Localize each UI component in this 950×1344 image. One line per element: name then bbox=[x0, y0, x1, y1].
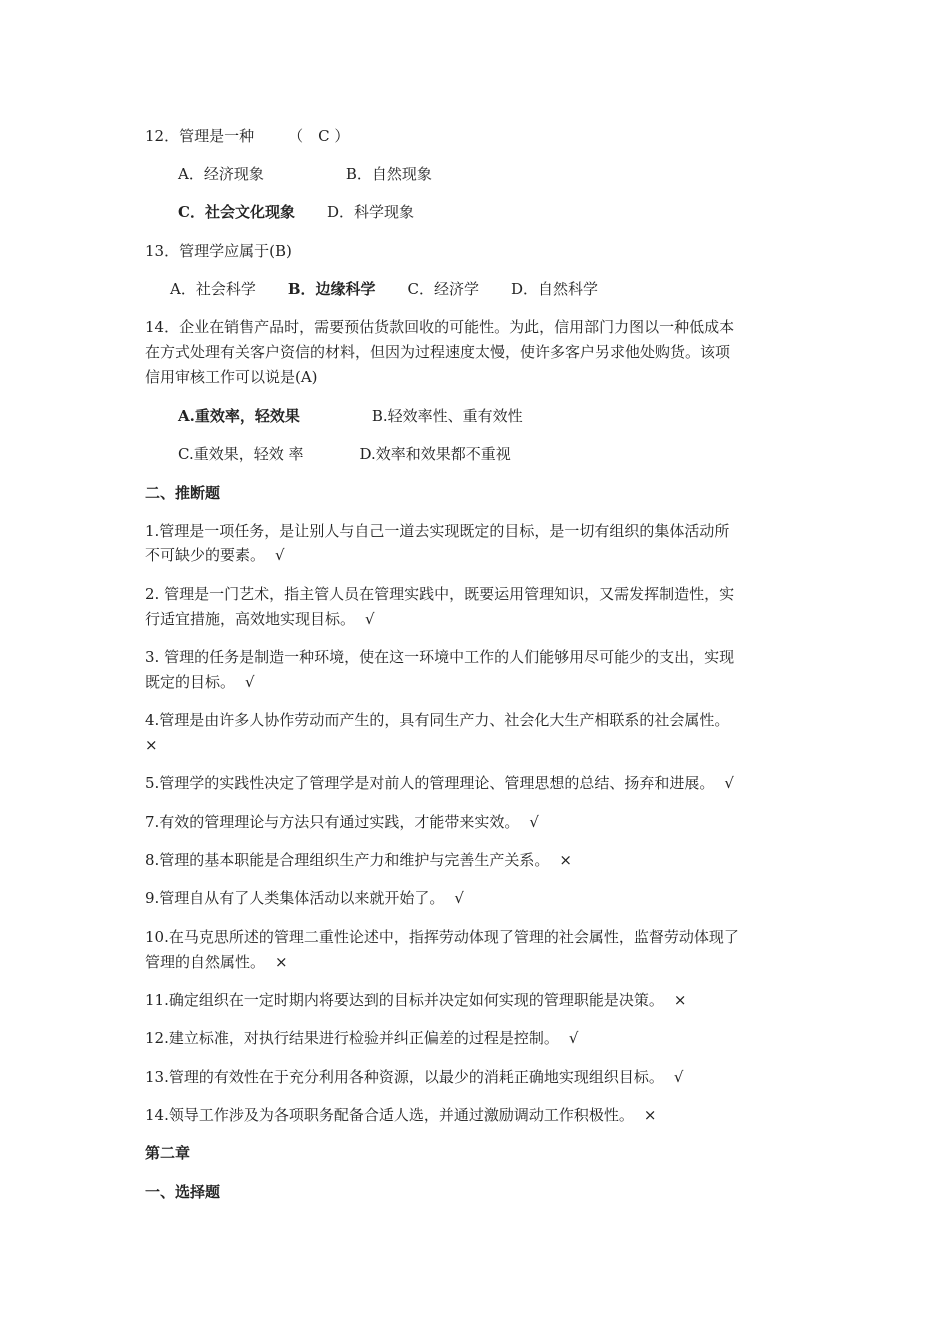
check-mark: √ bbox=[568, 1029, 579, 1047]
cross-mark: × bbox=[643, 1106, 657, 1124]
q14-options-ab bbox=[178, 404, 523, 429]
q12-stem: 12．管理是一种 bbox=[145, 127, 255, 145]
judge-item-13: 13.管理的有效性在于充分利用各种资源，以最少的消耗正确地实现组织目标。 √ bbox=[145, 1065, 683, 1090]
check-mark: √ bbox=[673, 1068, 684, 1086]
check-mark: √ bbox=[454, 889, 464, 907]
judge-item-8: 8.管理的基本职能是合理组织生产力和维护与完善生产关系。 × bbox=[145, 848, 572, 873]
section-choice-title: 一、选择题 bbox=[145, 1183, 221, 1201]
q14-option-b: B.轻效率性、重有效性 bbox=[371, 407, 523, 425]
judge-item-3-line-2: 既定的目标。 √ bbox=[145, 670, 255, 695]
q14-option-d: D.效率和效果都不重视 bbox=[359, 445, 511, 463]
cross-mark: × bbox=[275, 953, 288, 971]
q14-options-cd bbox=[178, 442, 511, 467]
q12-option-c: C．社会文化现象 bbox=[178, 203, 295, 221]
q13-option-a: A．社会科学 bbox=[170, 280, 256, 298]
q13-option-b: B．边缘科学 bbox=[287, 280, 376, 298]
q14-stem-line-2: 在方式处理有关客户资信的材料，但因为过程速度太慢，使许多客户另求他处购货。该项 bbox=[145, 343, 731, 361]
judge-item-14: 14.领导工作涉及为各项职务配备合适人选，并通过激励调动工作积极性。 × bbox=[145, 1103, 656, 1128]
q12-options-ab bbox=[178, 162, 432, 187]
q14-stem-line-1: 14．企业在销售产品时，需要预估货款回收的可能性。为此，信用部门力图以一种低成本 bbox=[145, 318, 735, 336]
judge-item-2-line-1: 2. 管理是一门艺术，指主管人员在管理实践中，既要运用管理知识，又需发挥制造性，实 bbox=[145, 585, 735, 603]
cross-mark: × bbox=[673, 991, 687, 1009]
q13-option-c: C．经济学 bbox=[407, 280, 480, 298]
judge-item-10-line-2: 管理的自然属性。 × bbox=[145, 950, 288, 975]
q13-stem: 13．管理学应属于(B) bbox=[145, 242, 292, 260]
q14-option-a: A.重效率，轻效果 bbox=[178, 407, 300, 425]
judge-item-5: 5.管理学的实践性决定了管理学是对前人的管理理论、管理思想的总结、扬弃和进展。 √ bbox=[145, 771, 734, 796]
section-judgement-title: 二、推断题 bbox=[145, 484, 221, 502]
q12-option-b: B．自然现象 bbox=[345, 165, 432, 183]
judge-item-12: 12.建立标准，对执行结果进行检验并纠正偏差的过程是控制。 √ bbox=[145, 1026, 578, 1051]
q12-option-d: D．科学现象 bbox=[326, 203, 414, 221]
judge-item-2-line-2: 行适宜措施，高效地实现目标。 √ bbox=[145, 607, 375, 632]
q13-options bbox=[170, 277, 598, 302]
judge-item-11: 11.确定组织在一定时期内将要达到的目标并决定如何实现的管理职能是决策。 × bbox=[145, 988, 686, 1013]
cross-mark: × bbox=[145, 736, 158, 754]
q14-option-c: C.重效果，轻效 率 bbox=[178, 445, 304, 463]
check-mark: √ bbox=[245, 673, 255, 691]
q12-options-cd bbox=[178, 200, 414, 225]
check-mark: √ bbox=[529, 813, 539, 831]
q12-option-a: A．经济现象 bbox=[178, 165, 264, 183]
judge-item-1-line-2: 不可缺少的要素。 √ bbox=[145, 543, 285, 568]
judge-item-9: 9.管理自从有了人类集体活动以来就开始了。 √ bbox=[145, 886, 464, 911]
judge-item-3-line-1: 3. 管理的任务是制造一种环境，使在这一环境中工作的人们能够用尽可能少的支出，实现 bbox=[145, 648, 735, 666]
judge-item-7: 7.有效的管理理论与方法只有通过实践，才能带来实效。 √ bbox=[145, 810, 539, 835]
check-mark: √ bbox=[724, 774, 734, 792]
check-mark: √ bbox=[365, 610, 375, 628]
q14-stem-line-3: 信用审核工作可以说是(A) bbox=[145, 368, 318, 386]
judge-item-4-line-2 bbox=[145, 733, 158, 758]
q12-answer: （ C ） bbox=[288, 127, 350, 145]
cross-mark: × bbox=[559, 851, 572, 869]
chapter-2-title: 第二章 bbox=[145, 1144, 191, 1162]
judge-item-10-line-1: 10.在马克思所述的管理二重性论述中，指挥劳动体现了管理的社会属性，监督劳动体现了 bbox=[145, 928, 739, 946]
q13-option-d: D．自然科学 bbox=[511, 280, 599, 298]
judge-item-4-line-1: 4.管理是由许多人协作劳动而产生的，具有同生产力、社会化大生产相联系的社会属性。 bbox=[145, 711, 730, 729]
check-mark: √ bbox=[275, 546, 285, 564]
judge-item-1-line-1: 1.管理是一项任务，是让别人与自己一道去实现既定的目标，是一切有组织的集体活动所 bbox=[145, 522, 730, 540]
q12-stem-line bbox=[145, 124, 349, 149]
